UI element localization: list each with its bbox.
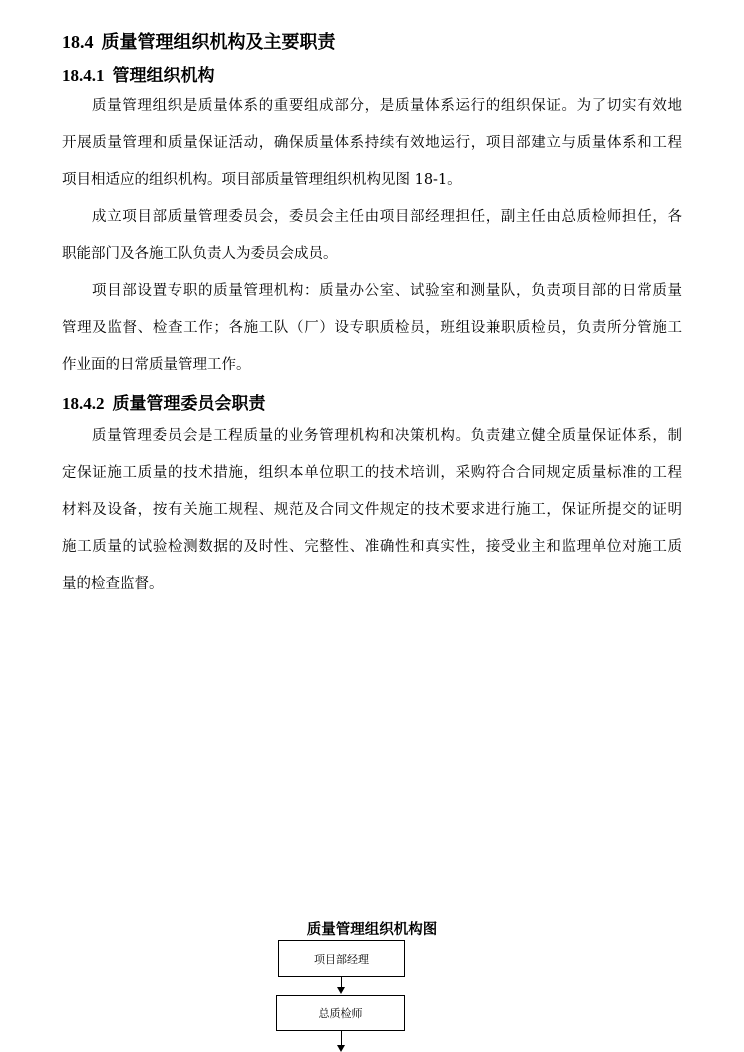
section-number: 18.4 bbox=[62, 32, 94, 52]
paragraph-line: 管理及监督、检查工作；各施工队（厂）设专职质检员，班组设兼职质检员，负责所分管施工 bbox=[62, 320, 682, 336]
paragraph-line: 成立项目部质量管理委员会，委员会主任由项目部经理担任，副主任由总质检师担任，各 bbox=[92, 209, 682, 225]
paragraph-line: 开展质量管理和质量保证活动，确保质量体系持续有效地运行，项目部建立与质量体系和工程 bbox=[62, 135, 682, 151]
paragraph-line: 施工质量的试验检测数据的及时性、完整性、准确性和真实性，接受业主和监理单位对施工质 bbox=[62, 539, 682, 555]
paragraph-line: 质量管理组织是质量体系的重要组成部分，是质量体系运行的组织保证。为了切实有效地 bbox=[92, 98, 682, 114]
connector-line bbox=[341, 1031, 342, 1045]
paragraph-line: 项目相适应的组织机构。项目部质量管理组织机构见图 18-1。 bbox=[62, 172, 462, 188]
arrow-down-icon bbox=[337, 1045, 345, 1052]
org-node-chief-inspector bbox=[276, 995, 405, 1031]
subsection-1-heading bbox=[62, 65, 215, 87]
paragraph-line: 定保证施工质量的技术措施，组织本单位职工的技术培训，采购符合合同规定质量标准的工程 bbox=[62, 465, 682, 481]
subsection-2-title: 质量管理委员会职责 bbox=[112, 394, 266, 414]
org-node-project-manager bbox=[278, 940, 405, 977]
connector-line bbox=[341, 977, 342, 987]
subsection-1-number: 18.4.1 bbox=[62, 66, 105, 85]
paragraph-line: 项目部设置专职的质量管理机构：质量办公室、试验室和测量队，负责项目部的日常质量 bbox=[92, 283, 682, 299]
org-node-label: 项目部经理 bbox=[314, 952, 369, 966]
section-title: 质量管理组织机构及主要职责 bbox=[101, 32, 336, 53]
section-heading bbox=[62, 31, 336, 54]
subsection-2-heading bbox=[62, 393, 266, 415]
org-chart-title: 质量管理组织机构图 bbox=[306, 922, 438, 938]
paragraph-line: 作业面的日常质量管理工作。 bbox=[62, 357, 251, 373]
arrow-down-icon bbox=[337, 987, 345, 994]
subsection-1-title: 管理组织机构 bbox=[112, 66, 215, 86]
paragraph-line: 材料及设备，按有关施工规程、规范及合同文件规定的技术要求进行施工，保证所提交的证明 bbox=[62, 502, 682, 518]
paragraph-line: 量的检查监督。 bbox=[62, 576, 164, 592]
paragraph-line: 职能部门及各施工队负责人为委员会成员。 bbox=[62, 246, 338, 262]
paragraph-line: 质量管理委员会是工程质量的业务管理机构和决策机构。负责建立健全质量保证体系，制 bbox=[92, 428, 682, 444]
org-node-label: 总质检师 bbox=[318, 1007, 363, 1020]
subsection-2-number: 18.4.2 bbox=[62, 394, 105, 413]
